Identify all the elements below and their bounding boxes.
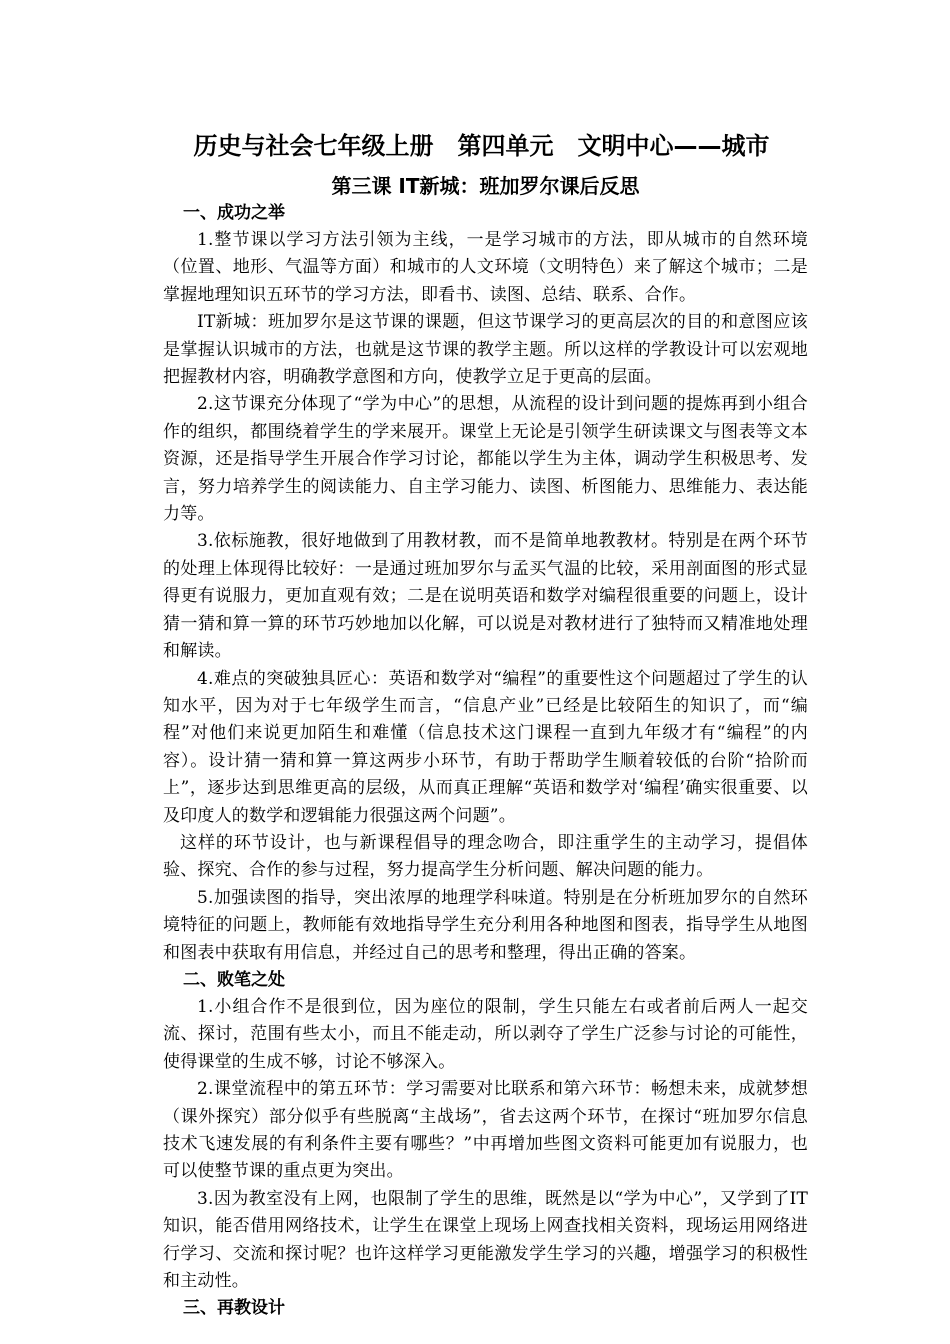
document-title: 历史与社会七年级上册 第四单元 文明中心——城市 (193, 132, 770, 160)
section-heading-success: 一、成功之举 (183, 203, 285, 223)
paragraph: 这样的环节设计，也与新课程倡导的理念吻合，即注重学生的主动学习，提倡体验、探究、合作的参与过程，努力提高学生分析问题、解决问题的能力。 (163, 832, 808, 881)
section-heading-failures: 二、败笔之处 (183, 969, 285, 990)
paragraph: 4.难点的突破独具匠心：英语和数学对“编程”的重要性这个问题超过了学生的认知水平，因为对于七年级学生而言，“信息产业”已经是比较陌生的知识了，而“编程”对他们来说更加陌生和难懂（信息技术这门课程一直到九年级才有“编程”的内容）。设计猜一猜和算一算这两步小环节，有助于帮助学生顺着较低的台阶“拾阶而上”，逐步达到思维更高的层级，从而真正理解“英语和数学对‘编程’确实很重要、以及印度人的数学和逻辑能力很强这两个问题”。 (163, 668, 808, 826)
paragraph: 5.加强读图的指导，突出浓厚的地理学科味道。特别是在分析班加罗尔的自然环境特征的问题上，教师能有效地指导学生充分利用各种地图和图表，指导学生从地图和图表中获取有用信息，并经过自己的思考和整理，得出正确的答案。 (163, 887, 808, 963)
paragraph: 1.小组合作不是很到位，因为座位的限制，学生只能左右或者前后两人一起交流、探讨，范围有些太小，而且不能走动，所以剥夺了学生广泛参与讨论的可能性，使得课堂的生成不够，讨论不够深入。 (163, 996, 808, 1072)
paragraph: 3.依标施教，很好地做到了用教材教，而不是简单地教教材。特别是在两个环节的处理上体现得比较好：一是通过班加罗尔与孟买气温的比较，采用剖面图的形式显得更有说服力，更加直观有效；二是在说明英语和数学对编程很重要的问题上，设计猜一猜和算一算的环节巧妙地加以化解，可以说是对教材进行了独特而又精准地处理和解读。 (163, 531, 808, 662)
document-subtitle: 第三课 IT新城：班加罗尔课后反思 (331, 174, 640, 198)
document-page (163, 130, 808, 1322)
paragraph: 2.这节课充分体现了“学为中心”的思想，从流程的设计到问题的提炼再到小组合作的组织，都围绕着学生的学来展开。课堂上无论是引领学生研读课文与图表等文本资源，还是指导学生开展合作学习讨论，都能以学生为主体，调动学生积极思考、发言，努力培养学生的阅读能力、自主学习能力、读图、析图能力、思维能力、表达能力等。 (163, 394, 808, 525)
paragraph: 2.课堂流程中的第五环节：学习需要对比联系和第六环节：畅想未来，成就梦想（课外探究）部分似乎有些脱离“主战场”，省去这两个环节，在探讨“班加罗尔信息技术飞速发展的有利条件主要有哪些？”中再增加些图文资料可能更加有说服力，也可以使整节课的重点更为突出。 (163, 1079, 808, 1182)
paragraph: 1.整节课以学习方法引领为主线，一是学习城市的方法，即从城市的自然环境（位置、地形、气温等方面）和城市的人文环境（文明特色）来了解这个城市；二是掌握地理知识五环节的学习方法，即看书、读图、总结、联系、合作。 (163, 230, 808, 305)
paragraph: 3.因为教室没有上网，也限制了学生的思维，既然是以“学为中心”，又学到了IT知识，能否借用网络技术，让学生在课堂上现场上网查找相关资料，现场运用网络进行学习、交流和探讨呢？也许这样学习更能激发学生学习的兴趣，增强学习的积极性和主动性。 (163, 1188, 808, 1292)
paragraph: IT新城：班加罗尔是这节课的课题，但这节课学习的更高层次的目的和意图应该是掌握认识城市的方法，也就是这节课的教学主题。所以这样的学教设计可以宏观地把握教材内容，明确教学意图和方向，使教学立足于更高的层面。 (163, 312, 808, 388)
section-heading-redesign: 三、再教设计 (183, 1298, 285, 1319)
